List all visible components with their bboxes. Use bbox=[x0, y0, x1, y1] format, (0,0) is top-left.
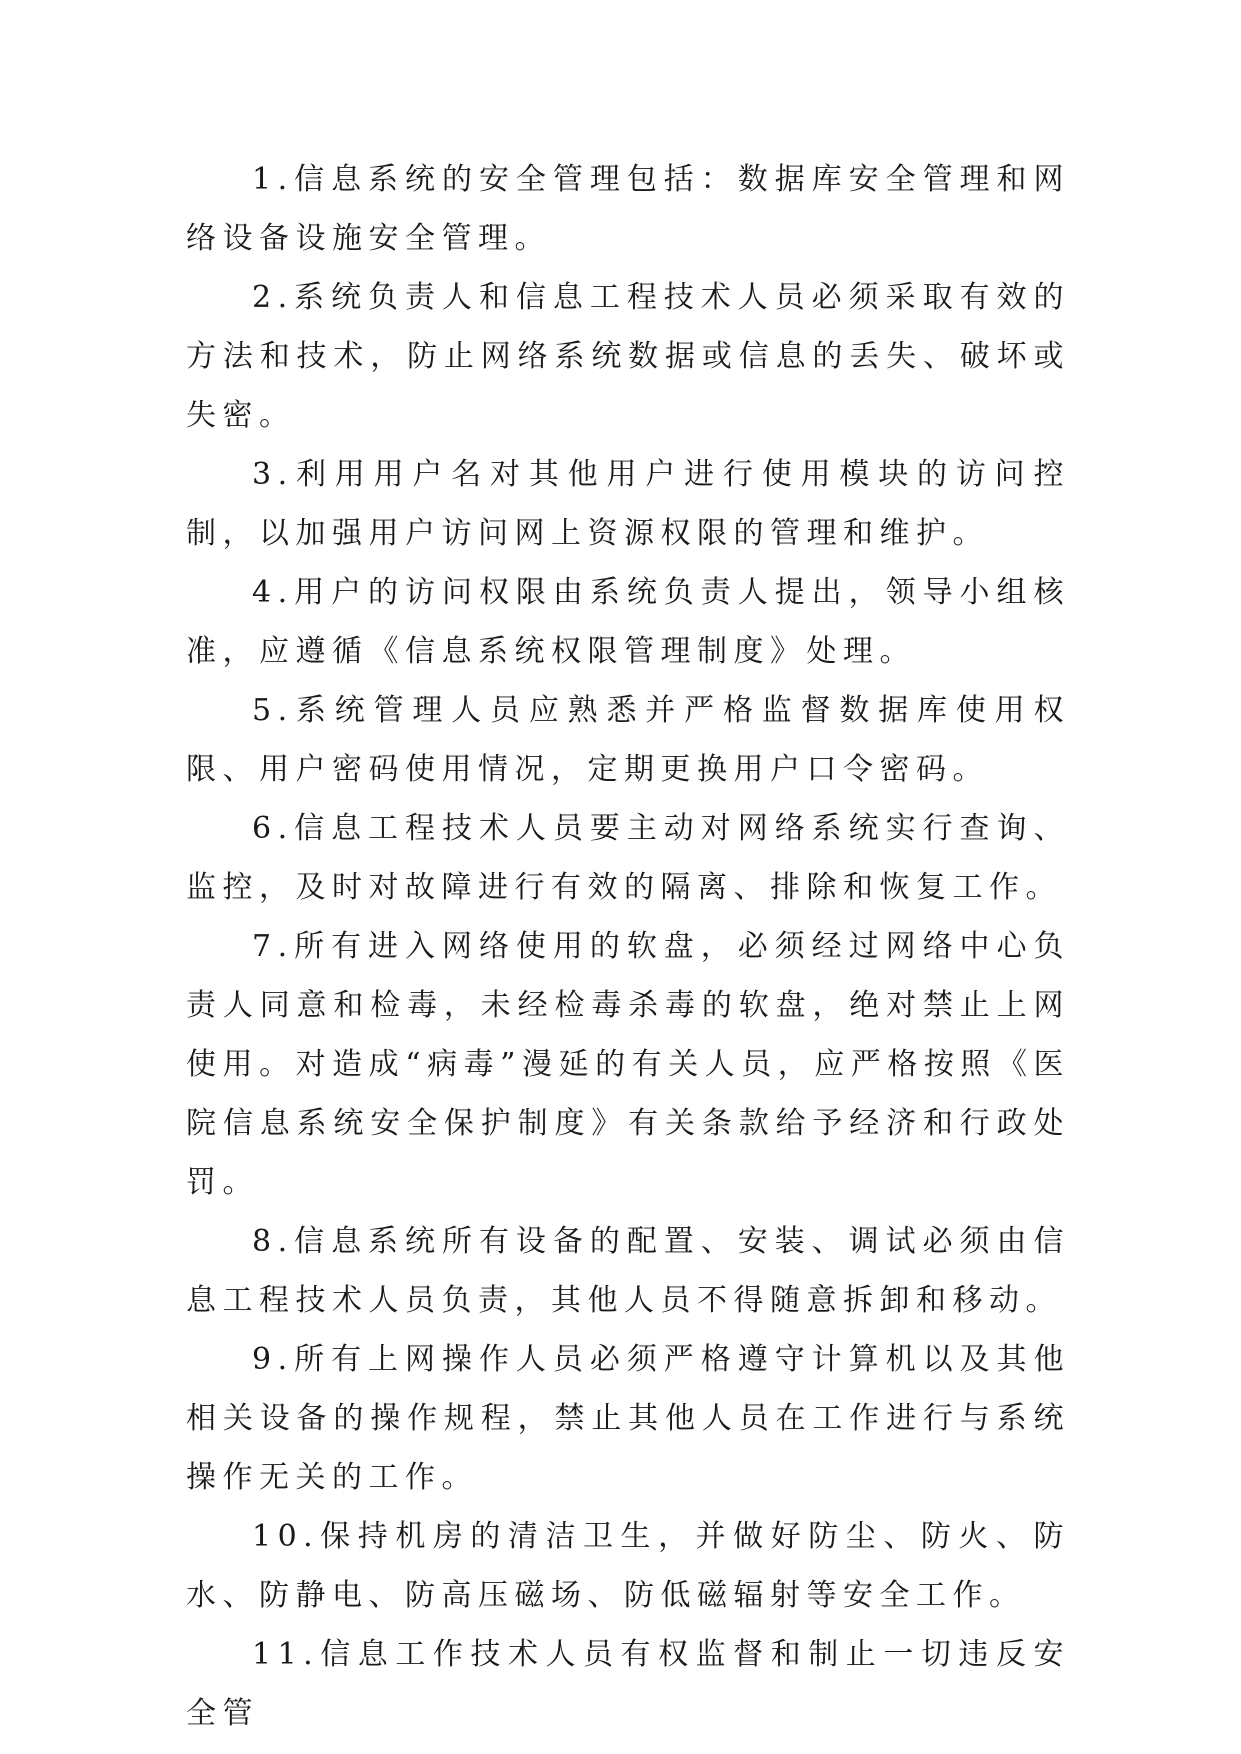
clause-7: 7.所有进入网络使用的软盘，必须经过网络中心负责人同意和检毒，未经检毒杀毒的软盘，绝对禁止上网使用。对造成“病毒”漫延的有关人员，应严格按照《医院信息系统安全保护制度》有关条款给予经济和行政处罚。 bbox=[186, 929, 1070, 1200]
clause-9: 9.所有上网操作人员必须严格遵守计算机以及其他相关设备的操作规程，禁止其他人员在工作进行与系统操作无关的工作。 bbox=[186, 1342, 1070, 1495]
clause-11: 11.信息工作技术人员有权监督和制止一切违反安全管 bbox=[186, 1637, 1070, 1731]
clause-8: 8.信息系统所有设备的配置、安装、调试必须由信息工程技术人员负责，其他人员不得随意拆卸和移动。 bbox=[186, 1224, 1070, 1318]
clause-1: 1.信息系统的安全管理包括：数据库安全管理和网络设备设施安全管理。 bbox=[186, 162, 1070, 256]
clause-3: 3.利用用户名对其他用户进行使用模块的访问控制，以加强用户访问网上资源权限的管理和维护。 bbox=[186, 457, 1070, 551]
clause-5: 5.系统管理人员应熟悉并严格监督数据库使用权限、用户密码使用情况，定期更换用户口令密码。 bbox=[186, 693, 1070, 787]
clause-10: 10.保持机房的清洁卫生，并做好防尘、防火、防水、防静电、防高压磁场、防低磁辐射等安全工作。 bbox=[186, 1519, 1070, 1613]
document-page bbox=[186, 150, 1070, 1743]
clause-2: 2.系统负责人和信息工程技术人员必须采取有效的方法和技术，防止网络系统数据或信息的丢失、破坏或失密。 bbox=[186, 280, 1070, 433]
clause-6: 6.信息工程技术人员要主动对网络系统实行查询、监控，及时对故障进行有效的隔离、排除和恢复工作。 bbox=[186, 811, 1070, 905]
clause-4: 4.用户的访问权限由系统负责人提出，领导小组核准，应遵循《信息系统权限管理制度》处理。 bbox=[186, 575, 1070, 669]
